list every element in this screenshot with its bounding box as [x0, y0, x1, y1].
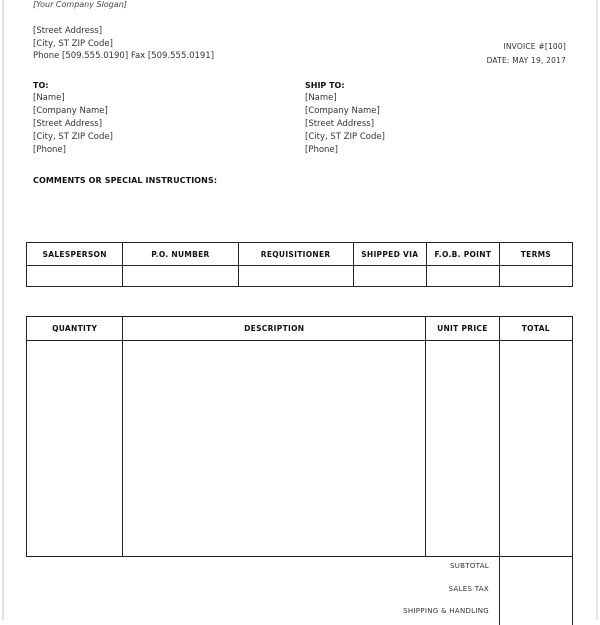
sales-tax-label: SALES TAX	[448, 584, 489, 593]
total-column[interactable]	[499, 341, 572, 557]
header-total: TOTAL	[499, 317, 572, 341]
po-number-cell[interactable]	[123, 266, 238, 287]
bill-to-company: [Company Name]	[33, 106, 108, 116]
quantity-column[interactable]	[27, 341, 123, 557]
unit-price-column[interactable]	[426, 341, 499, 557]
ship-to-street: [Street Address]	[305, 119, 375, 129]
bill-to-block	[33, 79, 113, 157]
company-phone-fax: Phone [509.555.0190] Fax [509.555.0191]	[33, 51, 215, 61]
invoice-meta	[487, 40, 566, 67]
header-fob-point: F.O.B. POINT	[426, 243, 499, 266]
order-info-header-row	[27, 243, 573, 266]
header-terms: TERMS	[499, 243, 572, 266]
bill-to-street: [Street Address]	[33, 119, 103, 129]
subtotal-value[interactable]	[499, 557, 573, 580]
header-quantity: QUANTITY	[27, 317, 123, 341]
fob-point-cell[interactable]	[426, 266, 499, 287]
totals-section	[26, 557, 573, 625]
header-description: DESCRIPTION	[123, 317, 426, 341]
company-address-block	[33, 25, 214, 63]
description-column[interactable]	[123, 341, 426, 557]
line-items-table	[26, 316, 573, 557]
header-shipped-via: SHIPPED VIA	[353, 243, 426, 266]
order-info-table	[26, 242, 573, 287]
shipping-handling-value[interactable]	[499, 602, 573, 625]
comments-label: COMMENTS OR SPECIAL INSTRUCTIONS:	[33, 176, 218, 185]
terms-cell[interactable]	[499, 266, 572, 287]
order-info-value-row	[27, 266, 573, 287]
header-requisitioner: REQUISITIONER	[238, 243, 353, 266]
ship-to-city: [City, ST ZIP Code]	[305, 132, 385, 142]
ship-to-title: SHIP TO:	[305, 81, 345, 90]
bill-to-title: TO:	[33, 81, 49, 90]
page-edge-right	[596, 0, 598, 620]
shipping-handling-label: SHIPPING & HANDLING	[403, 607, 489, 615]
bill-to-city: [City, ST ZIP Code]	[33, 132, 113, 142]
ship-to-name: [Name]	[305, 93, 337, 103]
requisitioner-cell[interactable]	[238, 266, 353, 287]
bill-to-name: [Name]	[33, 93, 65, 103]
ship-to-company: [Company Name]	[305, 106, 380, 116]
header-unit-price: UNIT PRICE	[426, 317, 499, 341]
header-salesperson: SALESPERSON	[27, 243, 123, 266]
salesperson-cell[interactable]	[27, 266, 123, 287]
shipping-handling-row	[26, 602, 573, 625]
line-items-body	[27, 341, 573, 557]
invoice-number: INVOICE #[100]	[503, 42, 566, 51]
subtotal-label: SUBTOTAL	[450, 562, 489, 570]
company-city: [City, ST ZIP Code]	[33, 38, 113, 49]
ship-to-block	[305, 79, 385, 157]
company-street: [Street Address]	[33, 26, 103, 36]
header-po-number: P.O. NUMBER	[123, 243, 238, 266]
invoice-date: DATE: MAY 19, 2017	[486, 55, 566, 65]
subtotal-row	[26, 557, 573, 580]
line-items-header-row	[27, 317, 573, 341]
bill-to-phone: [Phone]	[33, 145, 66, 155]
page-edge-left	[2, 0, 4, 620]
company-slogan: [Your Company Slogan]	[33, 0, 127, 9]
sales-tax-value[interactable]	[499, 580, 573, 603]
sales-tax-row	[26, 580, 573, 603]
ship-to-phone: [Phone]	[305, 145, 338, 155]
shipped-via-cell[interactable]	[353, 266, 426, 287]
